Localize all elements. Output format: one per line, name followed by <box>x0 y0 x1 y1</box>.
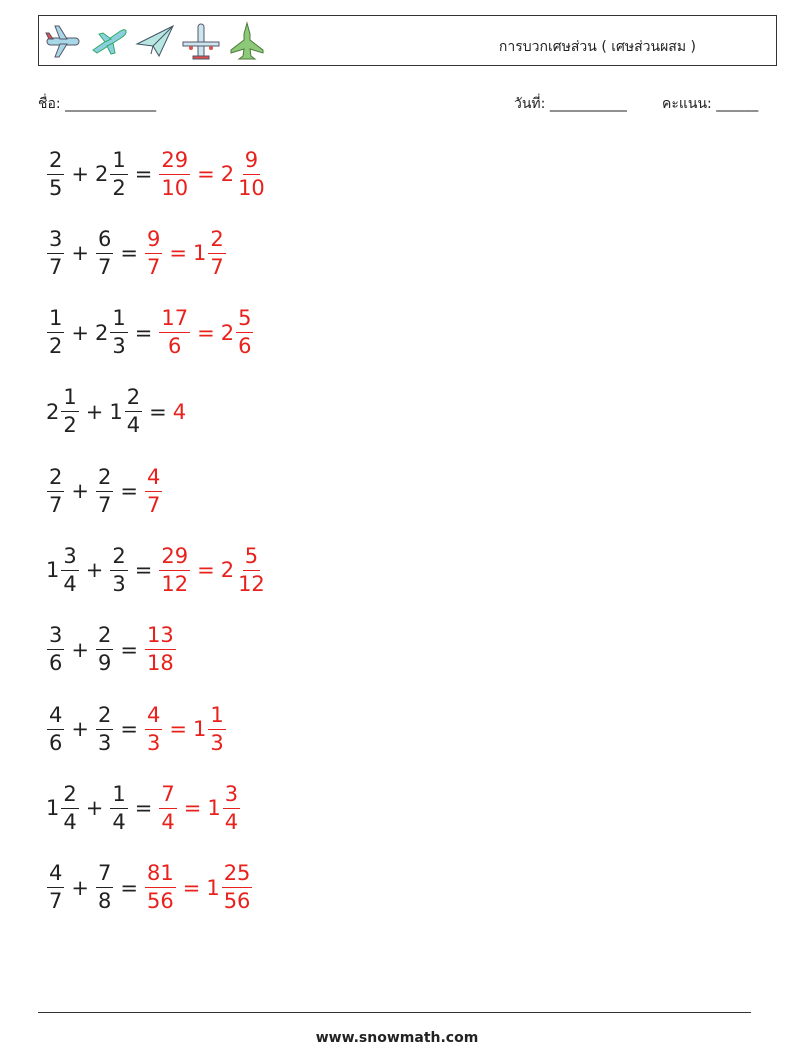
term-denominator: 3 <box>97 730 112 755</box>
answer-mixed-whole: 2 <box>220 320 235 345</box>
plus-sign: + <box>85 796 104 821</box>
answer-improper-denominator: 7 <box>146 254 161 279</box>
answer-equals-sign: = <box>169 717 187 742</box>
answer-equals-sign: = <box>183 796 202 821</box>
term-denominator: 2 <box>63 413 77 438</box>
answer <box>158 781 241 834</box>
term-denominator: 9 <box>97 651 112 676</box>
plus-sign: + <box>71 241 89 266</box>
equals-sign: = <box>134 558 153 583</box>
term-numerator: 4 <box>47 863 64 888</box>
term-denominator: 7 <box>49 492 63 517</box>
term-denominator: 4 <box>63 809 77 834</box>
name-field: ชื่อ: _____________ <box>38 96 157 112</box>
answer-improper-fraction <box>145 863 176 912</box>
term-denominator: 3 <box>112 334 126 359</box>
plus-sign: + <box>85 558 104 583</box>
term-whole: 2 <box>94 320 109 345</box>
answer <box>158 308 254 357</box>
term-denominator: 6 <box>49 651 63 676</box>
term-denominator: 3 <box>112 571 126 596</box>
answer-improper-numerator: 4 <box>145 705 162 730</box>
answer-mixed-fraction <box>236 147 267 200</box>
equals-sign: = <box>149 399 167 424</box>
term-whole: 2 <box>46 399 60 424</box>
term-numerator: 2 <box>110 546 127 571</box>
problem-row <box>46 858 268 918</box>
jet-icon <box>89 20 129 62</box>
answer-mixed-whole: 1 <box>207 796 221 821</box>
answer-equals-sign: = <box>197 320 215 345</box>
equals-sign: = <box>120 637 138 662</box>
answer-mixed-fraction <box>208 226 225 279</box>
plus-sign: + <box>71 479 89 504</box>
answer-mixed-numerator: 25 <box>222 863 253 888</box>
answer-mixed-denominator: 10 <box>238 175 265 200</box>
answer-equals-sign: = <box>182 875 201 900</box>
term-numerator: 1 <box>61 387 78 412</box>
term-fraction <box>47 226 64 279</box>
answer-improper-fraction <box>145 226 162 279</box>
term-fraction <box>96 702 113 755</box>
answer-mixed-numerator: 5 <box>236 308 253 333</box>
answer-improper-numerator: 29 <box>159 546 190 571</box>
term-numerator: 1 <box>110 150 127 175</box>
answer-improper-denominator: 7 <box>146 492 161 517</box>
answer-mixed-whole: 2 <box>220 162 235 186</box>
term-fraction <box>61 543 78 596</box>
answer-improper-fraction <box>159 147 190 200</box>
term-denominator: 4 <box>112 809 126 834</box>
equals-sign: = <box>134 320 153 345</box>
term-denominator: 5 <box>49 175 63 200</box>
term-denominator: 2 <box>112 175 126 200</box>
answer-improper-fraction <box>159 308 190 357</box>
answer-mixed-numerator: 2 <box>208 229 225 254</box>
term-numerator: 2 <box>47 467 64 492</box>
answer-mixed-whole: 1 <box>192 717 207 742</box>
term-fraction <box>110 147 127 200</box>
term-denominator: 4 <box>126 413 141 438</box>
term-fraction <box>47 308 64 357</box>
answer <box>158 147 267 200</box>
term-numerator: 3 <box>47 229 64 254</box>
problem-row <box>46 144 268 204</box>
score-field: คะแนน: ______ <box>662 96 759 112</box>
answer-mixed-denominator: 3 <box>210 730 224 755</box>
problem-list <box>46 144 268 937</box>
answer <box>144 226 227 279</box>
term-numerator: 2 <box>96 705 113 730</box>
term-whole: 1 <box>46 558 60 583</box>
problem-row <box>46 620 268 680</box>
term-denominator: 6 <box>49 730 63 755</box>
term-fraction <box>61 387 78 436</box>
plus-sign: + <box>71 875 89 900</box>
answer-mixed-fraction <box>236 543 267 596</box>
answer-improper-denominator: 56 <box>146 889 174 914</box>
equals-sign: = <box>120 241 138 266</box>
equals-sign: = <box>120 479 138 504</box>
term-numerator: 4 <box>47 705 64 730</box>
answer-improper-denominator: 12 <box>161 571 189 596</box>
answer-mixed-numerator: 5 <box>243 546 260 571</box>
answer-improper-numerator: 4 <box>145 467 162 492</box>
answer-improper-denominator: 18 <box>146 651 174 676</box>
term-numerator: 2 <box>61 784 78 809</box>
plus-sign: + <box>71 320 89 345</box>
answer-mixed-denominator: 4 <box>224 809 239 834</box>
term-fraction <box>47 625 64 674</box>
term-denominator: 7 <box>97 254 112 279</box>
answer-improper-denominator: 4 <box>161 809 175 834</box>
term-fraction <box>96 625 113 674</box>
header-icons <box>43 20 267 62</box>
fighter-jet-icon <box>227 20 267 62</box>
problem-row <box>46 461 268 521</box>
term-numerator: 7 <box>96 863 113 888</box>
problem-row <box>46 382 268 442</box>
answer-improper-fraction <box>159 781 176 834</box>
term-fraction <box>96 464 113 517</box>
answer-improper-numerator: 9 <box>145 229 162 254</box>
answer-equals-sign: = <box>197 558 215 583</box>
answer-mixed-numerator: 9 <box>243 150 260 175</box>
answer-improper-fraction <box>145 464 162 517</box>
equals-sign: = <box>120 717 138 742</box>
footer-url: www.snowmath.com <box>315 1030 479 1046</box>
term-numerator: 1 <box>110 308 127 333</box>
problem-row <box>46 699 268 759</box>
airplane-front-icon <box>181 20 221 62</box>
term-fraction <box>110 308 127 357</box>
answer <box>144 702 227 755</box>
term-denominator: 4 <box>63 571 77 596</box>
term-denominator: 2 <box>49 334 63 359</box>
answer-improper-numerator: 81 <box>145 863 176 888</box>
term-numerator: 2 <box>125 387 142 412</box>
term-fraction <box>110 781 127 834</box>
answer-mixed-denominator: 7 <box>210 254 224 279</box>
term-numerator: 3 <box>47 625 64 650</box>
term-numerator: 3 <box>61 546 78 571</box>
term-fraction <box>47 863 64 912</box>
answer-mixed-fraction <box>222 863 253 912</box>
problem-row <box>46 778 268 838</box>
term-fraction <box>110 543 127 596</box>
term-numerator: 1 <box>110 784 127 809</box>
answer-whole: 4 <box>172 399 187 424</box>
answer-improper-denominator: 6 <box>168 334 182 359</box>
term-denominator: 8 <box>97 889 112 914</box>
answer-mixed-fraction <box>236 308 253 357</box>
answer-mixed-whole: 1 <box>206 875 220 900</box>
term-numerator: 6 <box>96 229 113 254</box>
worksheet-header <box>38 15 777 66</box>
answer-mixed-numerator: 3 <box>223 784 240 809</box>
answer-improper-denominator: 10 <box>161 175 189 200</box>
term-whole: 1 <box>109 399 123 424</box>
answer-improper-numerator: 13 <box>145 625 176 650</box>
equals-sign: = <box>120 875 138 900</box>
term-whole: 2 <box>94 162 109 186</box>
term-fraction <box>47 702 64 755</box>
answer <box>144 625 177 674</box>
answer-mixed-fraction <box>208 702 225 755</box>
term-numerator: 2 <box>47 150 64 175</box>
term-denominator: 7 <box>49 254 63 279</box>
term-fraction <box>47 147 64 200</box>
plus-sign: + <box>71 717 89 742</box>
answer <box>173 400 186 424</box>
answer-mixed-whole: 1 <box>192 241 207 266</box>
answer-improper-numerator: 7 <box>159 784 176 809</box>
plus-sign: + <box>85 399 104 424</box>
answer-mixed-whole: 2 <box>220 558 235 583</box>
answer-mixed-fraction <box>223 781 240 834</box>
plus-sign: + <box>71 637 89 662</box>
problem-row <box>46 303 268 363</box>
answer-mixed-denominator: 12 <box>238 571 265 596</box>
answer-mixed-denominator: 56 <box>223 889 251 914</box>
worksheet-title: การบวกเศษส่วน ( เศษส่วนผสม ) <box>498 39 696 55</box>
answer-mixed-numerator: 1 <box>208 705 225 730</box>
answer-mixed-denominator: 6 <box>238 334 252 359</box>
answer <box>144 863 253 912</box>
answer-improper-numerator: 17 <box>159 308 190 333</box>
equals-sign: = <box>134 162 153 186</box>
answer-equals-sign: = <box>169 241 187 266</box>
term-fraction <box>96 226 113 279</box>
answer-improper-fraction <box>145 702 162 755</box>
term-denominator: 7 <box>97 492 112 517</box>
term-numerator: 2 <box>96 625 113 650</box>
term-fraction <box>96 863 113 912</box>
answer <box>144 464 163 517</box>
term-whole: 1 <box>46 796 60 821</box>
footer-divider <box>38 1012 751 1013</box>
term-numerator: 1 <box>47 308 64 333</box>
answer <box>158 543 267 596</box>
problem-row <box>46 223 268 283</box>
term-denominator: 7 <box>49 889 63 914</box>
plus-sign: + <box>71 162 89 186</box>
answer-equals-sign: = <box>197 162 215 186</box>
equals-sign: = <box>134 796 153 821</box>
answer-improper-fraction <box>159 543 190 596</box>
problem-row <box>46 540 268 600</box>
answer-improper-numerator: 29 <box>159 150 190 175</box>
term-fraction <box>61 781 78 834</box>
date-field: วันที่: ___________ <box>514 96 627 112</box>
term-numerator: 2 <box>96 467 113 492</box>
airplane-icon <box>43 20 83 62</box>
answer-improper-fraction <box>145 625 176 674</box>
paper-plane-icon <box>135 20 175 62</box>
answer-improper-denominator: 3 <box>146 730 161 755</box>
term-fraction <box>47 464 64 517</box>
term-fraction <box>125 387 142 436</box>
